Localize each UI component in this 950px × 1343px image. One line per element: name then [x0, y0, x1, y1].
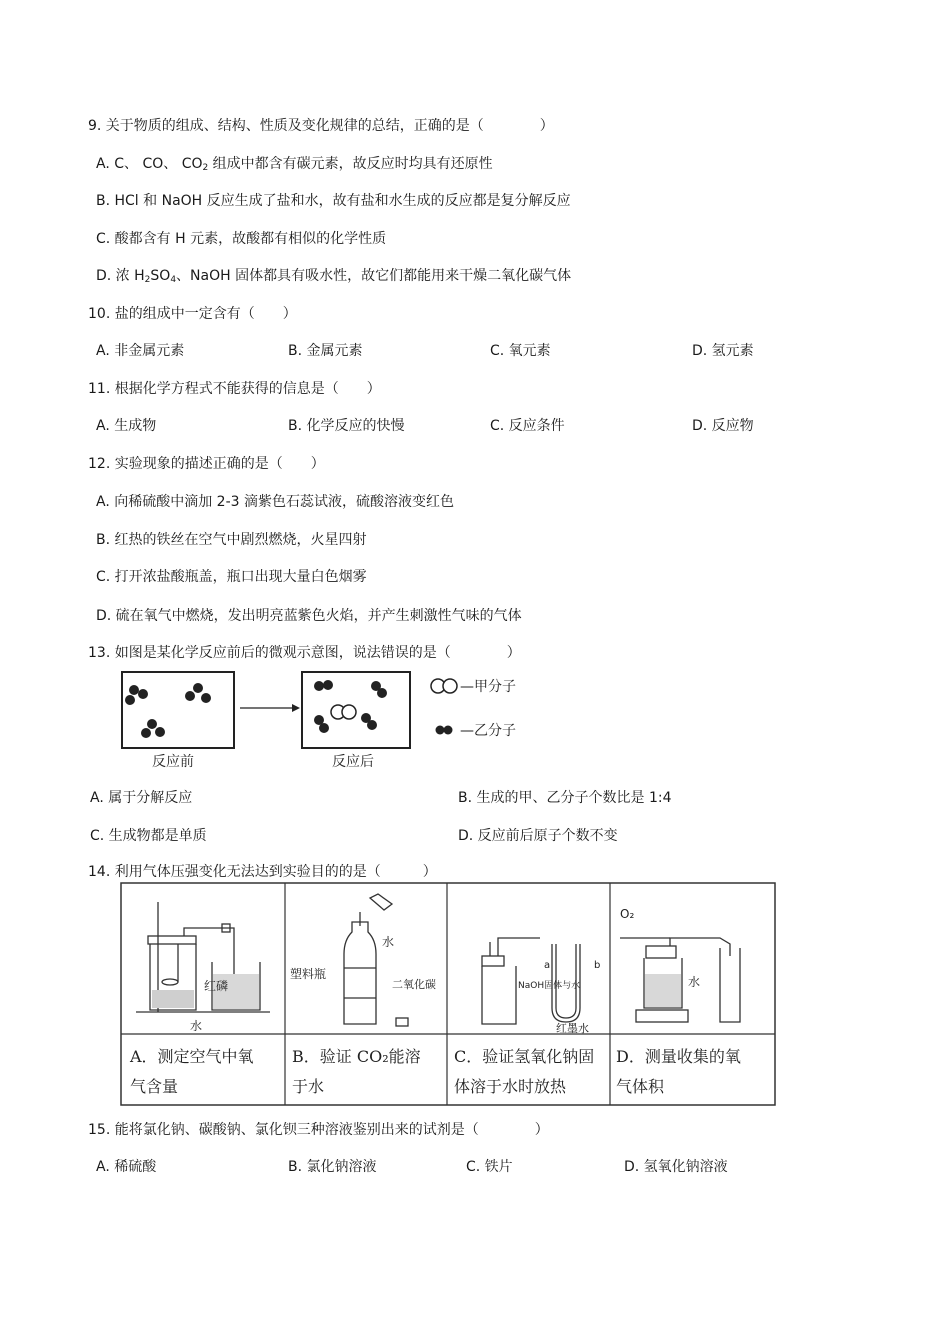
caption-a-line1: A．测定空气中氧	[130, 1047, 254, 1066]
q10-option-b: B. 金属元素	[288, 343, 363, 359]
apparatus-d	[620, 938, 740, 1022]
before-label: 反应前	[152, 754, 194, 770]
q11-option-c: C. 反应条件	[490, 418, 565, 434]
q11-option-d: D. 反应物	[692, 418, 754, 434]
legend-yi-icon	[436, 726, 445, 735]
q9-option-d-sub1: 2	[144, 275, 151, 285]
q10-option-c: C. 氧元素	[490, 343, 551, 359]
q13-diagram	[116, 668, 536, 774]
q12-option-c: C. 打开浓盐酸瓶盖，瓶口出现大量白色烟雾	[96, 569, 367, 585]
caption-c-line1: C．验证氢氧化钠固	[454, 1047, 595, 1066]
c-b-label: b	[594, 960, 601, 971]
after-label: 反应后	[332, 754, 374, 770]
q13-stem: 13. 如图是某化学反应前后的微观示意图，说法错误的是（ ）	[88, 645, 521, 661]
caption-b-line1: B．验证 CO₂能溶	[292, 1047, 421, 1066]
caption-a-line2: 气含量	[130, 1077, 179, 1096]
q9-option-d-pre: D. 浓 H	[96, 268, 145, 284]
q9-option-b: B. HCl 和 NaOH 反应生成了盐和水，故有盐和水生成的反应都是复分解反应	[96, 193, 571, 209]
q12-stem: 12. 实验现象的描述正确的是（ ）	[88, 456, 325, 472]
a-red-p-label: 红磷	[204, 979, 229, 993]
q13-option-d: D. 反应前后原子个数不变	[458, 828, 618, 844]
before-box	[122, 672, 234, 748]
q10-option-a: A. 非金属元素	[96, 343, 185, 359]
before-molecules	[125, 683, 211, 738]
q9-stem: 9. 关于物质的组成、结构、性质及变化规律的总结，正确的是（ ）	[88, 118, 554, 134]
q9-option-d-sub2: 4	[170, 275, 177, 285]
d-o2-label: O₂	[620, 907, 635, 921]
q11-option-b: B. 化学反应的快慢	[288, 418, 405, 434]
q15-option-a: A. 稀硫酸	[96, 1159, 157, 1175]
q15-option-c: C. 铁片	[466, 1159, 513, 1175]
caption-b-line2: 于水	[292, 1077, 325, 1096]
legend-jia-label: —甲分子	[460, 679, 516, 695]
q14-diagram	[120, 882, 777, 1106]
q14-stem: 14. 利用气体压强变化无法达到实验目的的是（ ）	[88, 864, 437, 880]
q9-option-a-pre: A. C、 CO、 CO	[96, 156, 203, 172]
q9-option-d	[96, 267, 571, 289]
b-plastic-label: 塑料瓶	[290, 967, 327, 981]
q14-figure	[120, 882, 777, 1106]
apparatus-a	[136, 902, 270, 1012]
q13-option-c: C. 生成物都是单质	[90, 828, 207, 844]
q9-option-c: C. 酸都含有 H 元素，故酸都有相似的化学性质	[96, 231, 387, 247]
q9-option-a-post: 组成中都含有碳元素，故反应时均具有还原性	[208, 156, 493, 172]
q9-option-d-post: 、NaOH 固体都具有吸水性，故它们都能用来干燥二氧化碳气体	[176, 268, 572, 284]
q10-option-d: D. 氢元素	[692, 343, 754, 359]
legend-yi-label: —乙分子	[460, 723, 516, 739]
q12-option-a: A. 向稀硫酸中滴加 2-3 滴紫色石蕊试液，硫酸溶液变红色	[96, 494, 454, 510]
c-a-label: a	[544, 960, 551, 971]
q12-option-b: B. 红热的铁丝在空气中剧烈燃烧，火星四射	[96, 532, 367, 548]
b-water-label: 水	[382, 935, 395, 949]
caption-d-line1: D．测量收集的氧	[616, 1047, 741, 1066]
q15-option-d: D. 氢氧化钠溶液	[624, 1159, 728, 1175]
q9-option-a-sub: 2	[202, 163, 209, 173]
d-water-label: 水	[688, 975, 701, 989]
q9-option-d-mid: SO	[150, 268, 171, 284]
caption-c-line2: 体溶于水时放热	[454, 1077, 567, 1096]
q11-stem: 11. 根据化学方程式不能获得的信息是（ ）	[88, 381, 381, 397]
apparatus-b	[344, 894, 408, 1026]
c-ink-label: 红墨水	[556, 1022, 589, 1035]
c-naoh-label: NaOH固体与水	[518, 981, 581, 991]
q10-stem: 10. 盐的组成中一定含有（ ）	[88, 306, 297, 322]
a-water-label: 水	[190, 1019, 203, 1033]
b-co2-label: 二氧化碳	[392, 978, 436, 991]
q9-option-a	[96, 155, 493, 177]
q15-stem: 15. 能将氯化钠、碳酸钠、氯化钡三种溶液鉴别出来的试剂是（ ）	[88, 1122, 549, 1138]
q15-option-b: B. 氯化钠溶液	[288, 1159, 377, 1175]
caption-d-line2: 气体积	[616, 1077, 665, 1096]
q11-option-a: A. 生成物	[96, 418, 157, 434]
q13-option-a: A. 属于分解反应	[90, 790, 193, 806]
q13-option-b: B. 生成的甲、乙分子个数比是 1:4	[458, 790, 672, 806]
q13-figure	[116, 668, 536, 774]
after-molecules	[314, 680, 387, 733]
q12-option-d: D. 硫在氧气中燃烧，发出明亮蓝紫色火焰，并产生刺激性气味的气体	[96, 608, 522, 624]
